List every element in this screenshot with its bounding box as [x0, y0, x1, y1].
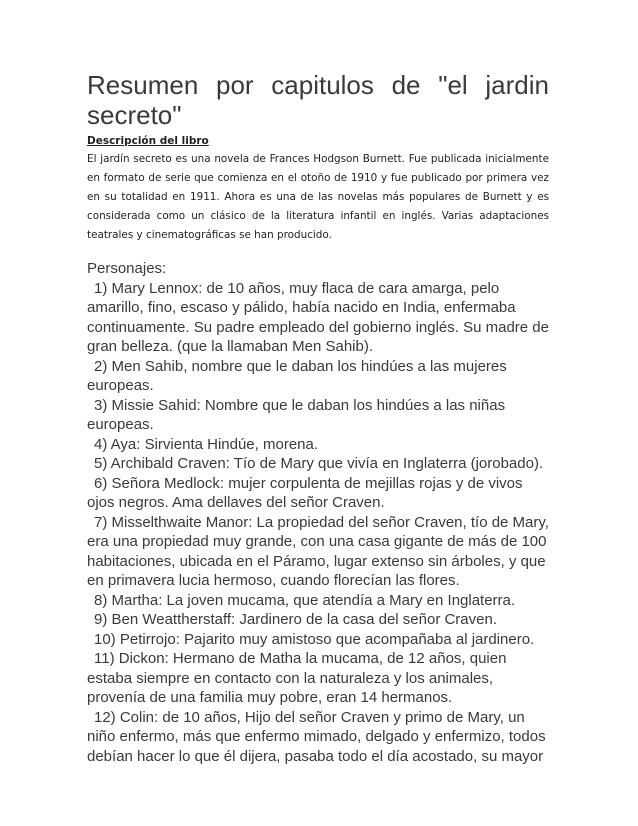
- character-item: 9) Ben Weattherstaff: Jardinero de la casa del señor Craven.: [94, 611, 498, 628]
- character-item: 7) Misselthwaite Manor: La propiedad del señor Craven, tío de Mary, era una propiedad muy grande, con una casa gigante de más de 100 habitaciones, ubicada en el Páramo, lugar extenso sin árboles, y que en primavera lucia hermoso, cuando florecían las flores.: [87, 513, 549, 589]
- character-item: 10) Petirrojo: Pajarito muy amistoso que acompañaba al jardinero.: [94, 630, 535, 648]
- characters-list: [87, 279, 549, 767]
- character-item: 1) Mary Lennox: de 10 años, muy flaca de cara amarga, pelo amarillo, fino, escaso y pálido, había nacido en India, enfermaba continuamente. Su padre empleado del gobierno inglés. Su madre de gran belleza. (que la llamaban Men Sahib).: [87, 279, 549, 355]
- character-item: 8) Martha: La joven mucama, que atendía a Mary en Inglaterra.: [94, 591, 516, 609]
- character-item: 5) Archibald Craven: Tío de Mary que vivía en Inglaterra (jorobado).: [94, 455, 544, 472]
- character-item: 3) Missie Sahid: Nombre que le daban los hindúes a las niñas europeas.: [87, 396, 506, 433]
- description-heading: Descripción del libro: [87, 135, 209, 147]
- document-content: [87, 70, 549, 766]
- characters-heading: Personajes:: [87, 260, 167, 277]
- character-item: 6) Señora Medlock: mujer corpulenta de mejillas rojas y de vivos ojos negros. Ama dellaves del señor Craven.: [87, 474, 523, 511]
- character-item: 12) Colin: de 10 años, Hijo del señor Craven y primo de Mary, un niño enfermo, más que enfermo mimado, delgado y enfermizo, todos debían hacer lo que él dijera, pasaba todo el día acostado, su mayor: [87, 708, 546, 765]
- document-title: Resumen por capitulos de "el jardin secreto": [87, 70, 549, 130]
- character-item: 11) Dickon: Hermano de Matha la mucama, de 12 años, quien estaba siempre en contacto con la naturaleza y los animales, provenía de una familia muy pobre, eran 14 hermanos.: [87, 650, 507, 706]
- character-item: 2) Men Sahib, nombre que le daban los hindúes a las mujeres europeas.: [87, 357, 507, 394]
- character-item: 4) Aya: Sirvienta Hindúe, morena.: [94, 435, 319, 453]
- description-body: El jardín secreto es una novela de Frances Hodgson Burnett. Fue publicada inicialmente en formato de serie que comienza en el otoño de 1910 y fue publicado por primera vez en su totalidad en 1911. Ahora es una de las novelas más populares de Burnett y es considerada como un clásico de la literatura infantil en inglés. Varias adaptaciones teatrales y cinematográficas se han producido.: [87, 153, 549, 241]
